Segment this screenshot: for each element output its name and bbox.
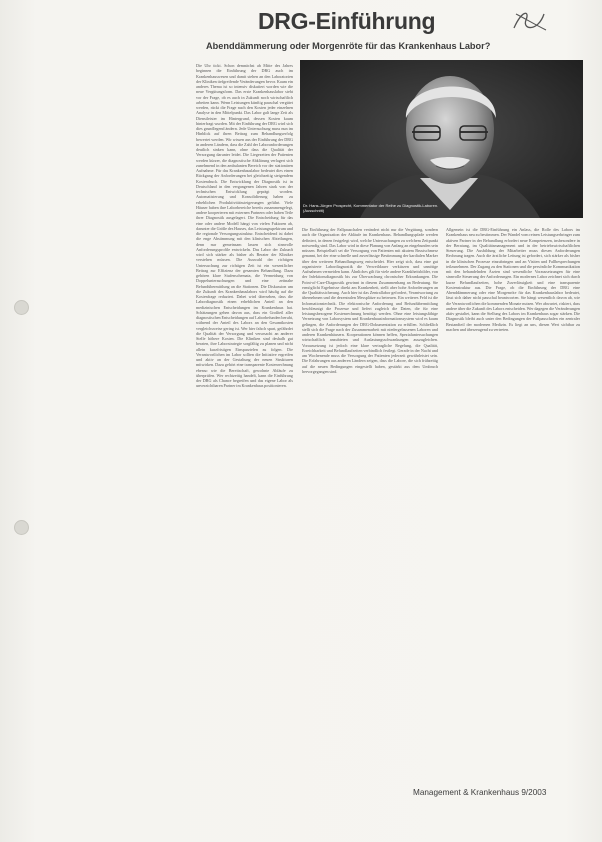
article-column-2: Die Einführung der Fallpauschalen verändert nicht nur die Vergütung, sondern auch die Organisation der Abläufe im Krankenhaus. Behandlungspfade werden definiert, in denen festgelegt wird, welche Untersuchungen zu welchem Zeitpunkt notwendig sind. Das Labor wird in diese Planung von Anfang an eingebunden sein müssen. Beispielhaft sei die Versorgung von Patienten mit akutem Brustschmerz genannt, bei der eine schnelle und zuverlässige Bestimmung der kardialen Marker über den weiteren Behandlungsweg entscheidet. Hier zeigt sich, dass eine gut organisierte Labordiagnostik die Verweildauer verkürzen und unnötige Aufnahmen vermeiden kann. Ähnliches gilt für viele andere Krankheitsbilder, von der Infektionsdiagnostik bis zur Überwachung chronischer Erkrankungen. Die Point-of-Care-Diagnostik gewinnt in diesem Zusammenhang an Bedeutung. Sie ermöglicht Ergebnisse direkt am Krankenbett, stellt aber hohe Anforderungen an die Qualitätssicherung. Auch hier ist das Zentrallabor gefordert, Verantwortung zu übernehmen und die dezentralen Messplätze zu betreuen. Ein weiteres Feld ist die Informationstechnik. Die elektronische Anforderung und Befundübermittlung beschleunigt die Prozesse und liefert zugleich die Daten, die für eine leistungsbezogene Kostenrechnung benötigt werden. Ohne eine leistungsfähige Vernetzung von Laborsystem und Krankenhausinformationssystem wird es kaum gelingen, die Anforderungen der DRG-Dokumentation zu erfüllen. Schließlich stellt sich die Frage nach der Zusammenarbeit mit niedergelassenen Laboren und anderen Krankenhäusern. Kooperationen können helfen, Spezialuntersuchungen wirtschaftlich anzubieten und Auslastungsschwankungen auszugleichen. Voraussetzung ist jedoch eine klare vertragliche Regelung, die Qualität, Erreichbarkeit und Befundlaufzeiten verbindlich festlegt. Gerade in der Nacht und am Wochenende muss die Versorgung der Patienten jederzeit gewährleistet sein. Die Erfahrungen aus anderen Ländern zeigen, dass die Labore, die sich frühzeitig auf die neuen Bedingungen eingestellt haben, gestärkt aus dem Umbruch hervorgegangen sind. <box>302 227 438 374</box>
headline: DRG-Einführung <box>258 8 436 34</box>
publication-footer: Management & Krankenhaus 9/2003 <box>413 788 547 797</box>
subheadline: Abenddämmerung oder Morgenröte für das Krankenhaus Labor? <box>206 41 491 51</box>
punch-hole <box>14 520 29 535</box>
article-column-3: Allgemein ist die DRG-Einführung ein Anlass, die Rolle des Labors im Krankenhaus neu zu bestimmen. Der Wandel vom reinen Leistungserbringer zum aktiven Partner in der Behandlung erfordert neue Kompetenzen, insbesondere in der Beratung, im Qualitätsmanagement und in der betriebswirtschaftlichen Steuerung. Die Ausbildung der Mitarbeiter muss diesen Anforderungen Rechnung tragen. Auch die ärztliche Leitung ist gefordert, sich stärker als bisher in die klinischen Prozesse einzubringen und an Visiten und Fallbesprechungen teilzunehmen. Der Zugang zu den Stationen und die persönliche Kommunikation mit den behandelnden Ärzten sind wesentliche Voraussetzungen für eine sinnvolle Steuerung der Anforderungen. Ein modernes Labor zeichnet sich durch kurze Befundlaufzeiten, hohe Zuverlässigkeit und eine transparente Kostenstruktur aus. Die Frage, ob die Einführung der DRG eine Abenddämmerung oder eine Morgenröte für das Krankenhauslabor bedeutet, lässt sich daher nicht pauschal beantworten. Sie hängt wesentlich davon ab, wie die Verantwortlichen die kommenden Monate nutzen. Wer abwartet, riskiert, dass andere über die Zukunft des Labors entscheiden. Wer dagegen die Veränderungen aktiv gestaltet, kann die Stellung des Labors im Krankenhaus sogar stärken. Die Diagnostik bleibt auch unter den Bedingungen der Fallpauschalen ein zentraler Bestandteil der modernen Medizin. Es liegt an uns, diesen Wert sichtbar zu machen und überzeugend zu vertreten. <box>446 227 580 332</box>
photo-caption: Dr. Hans-Jürgen Prospecht, Kommentator der Reihe zu Diagnostik-Laboren. (Ausschnitt) <box>303 203 439 213</box>
punch-hole <box>14 300 29 315</box>
handwritten-mark-icon <box>510 8 550 34</box>
article-column-1: Die Uhr tickt. Schon demnächst ab Mitte des Jahres beginnen die Einführung der DRG auch im Krankenhauswesen und damit stehen an den Laboratorien der Kliniken tiefgreifende Veränderungen bevor. Kaum ein anderes Thema ist so intensiv diskutiert worden wie die neue Vergütungsform. Das erste Krankenhauslabor steht vor der Frage, ob es auch in Zukunft noch wirtschaftlich arbeiten kann. Wenn Leistungen künftig pauschal vergütet werden, rückt die Frage nach den Kosten jeder einzelnen Analyse in den Mittelpunkt. Das Labor galt lange Zeit als Dienstleister im Hintergrund, dessen Kosten kaum hinterfragt wurden. Mit der Einführung der DRG wird sich dies grundlegend ändern. Jede Untersuchung muss nun im Hinblick auf ihren Beitrag zum Behandlungserfolg bewertet werden. Wir wissen aus der Einführung der DRG in anderen Ländern, dass die Zahl der Laboranforderungen deutlich sinken kann, ohne dass die Qualität der Versorgung darunter leidet. Die Liegezeiten der Patienten werden kürzer, die diagnostische Abklärung verlagert sich zunehmend in den ambulanten Bereich vor der stationären Aufnahme. Für das Krankenhauslabor bedeutet dies einen Rückgang der Anforderungen bei gleichzeitig steigendem Kostendruck. Die Entwicklung der Diagnostik ist in Deutschland in den vergangenen Jahren stark von der technischen Entwicklung geprägt worden. Automatisierung und Konsolidierung haben zu erheblichen Produktivitätssteigerungen geführt. Viele Häuser haben ihre Laborbereiche bereits zusammengelegt, andere kooperieren mit externen Partnern oder haben Teile ihrer Diagnostik ausgelagert. Die Entscheidung für das eine oder andere Modell hängt von vielen Faktoren ab, darunter die Größe des Hauses, das Leistungsspektrum und die regionale Versorgungsstruktur. Entscheidend ist dabei die enge Abstimmung mit den klinischen Abteilungen, denn nur gemeinsam lassen sich sinnvolle Anforderungsprofile entwickeln. Das Labor der Zukunft wird sich stärker als bisher als Berater der Kliniker verstehen müssen. Die Auswahl der richtigen Untersuchung zur richtigen Zeit ist ein wesentlicher Beitrag zur Effizienz der gesamten Behandlung. Dazu gehören klare Stufenschemata, die Vermeidung von Doppeluntersuchungen und eine zeitnahe Befundübermittlung an die Stationen. Die Diskussion um die Zukunft des Krankenhauslabors wird häufig auf die Kostenfrage reduziert. Dabei wird übersehen, dass die Labordiagnostik einen erheblichen Anteil an den medizinischen Entscheidungen im Krankenhaus hat. Schätzungen gehen davon aus, dass ein Großteil aller diagnostischen Entscheidungen auf Laborbefunden beruht, während der Anteil des Labors an den Gesamtkosten vergleichsweise gering ist. Wer hier falsch spart, gefährdet die Qualität der Versorgung und verursacht an anderer Stelle höhere Kosten. Die Kliniken sind deshalb gut beraten, ihre Laborstrategie sorgfältig zu planen und nicht allein kurzfristigen Einsparzielen zu folgen. Die Verantwortlichen im Labor sollten die Initiative ergreifen und aktiv an der Gestaltung der neuen Strukturen mitwirken. Dazu gehört eine transparente Kostenrechnung ebenso wie die Bereitschaft, gewohnte Abläufe zu überprüfen. Wer rechtzeitig handelt, kann die Einführung der DRG als Chance begreifen und das eigene Labor als unverzichtbaren Partner im Krankenhaus positionieren. <box>196 63 293 389</box>
portrait-photo <box>300 60 583 218</box>
